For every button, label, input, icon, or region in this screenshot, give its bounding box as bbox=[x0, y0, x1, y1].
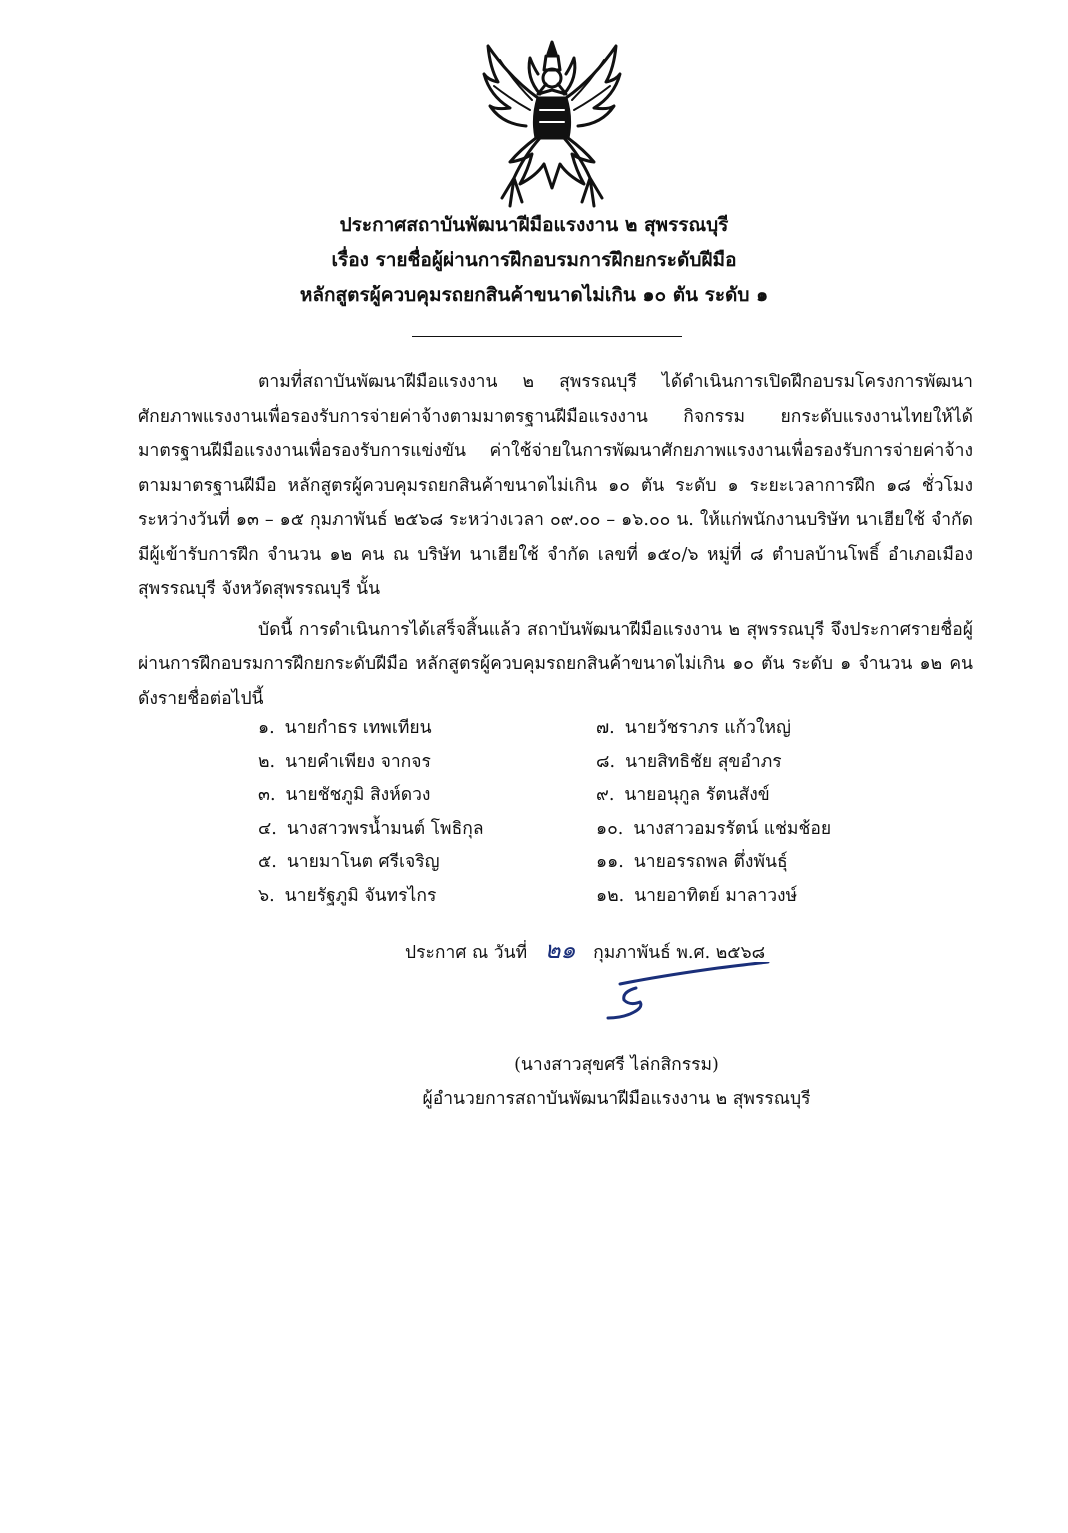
list-item-number: ๗. bbox=[596, 718, 615, 738]
list-item-name: นางสาวอมรรัตน์ แช่มช้อย bbox=[633, 818, 832, 839]
list-item-name: นายสิทธิชัย สุขอำภร bbox=[625, 751, 782, 772]
list-item bbox=[258, 813, 484, 847]
list-item-number: ๑๐. bbox=[596, 818, 624, 839]
list-item bbox=[596, 846, 831, 880]
list-item-name: นายกำธร เทพเทียน bbox=[284, 718, 432, 738]
list-item-number: ๑. bbox=[258, 718, 275, 738]
paragraph-1-text: ตามที่สถาบันพัฒนาฝีมือแรงงาน ๒ สุพรรณบุรี ได้ดำเนินการเปิดฝึกอบรมโครงการพัฒนาศักยภาพแรงงานเพื่อรองรับการจ่ายค่าจ้างตามมาตรฐานฝีมือแรงงาน กิจกรรม ยกระดับแรงงานไทยให้ได้มาตรฐานฝีมือแรงงานเพื่อรองรับการแข่งขัน ค่าใช้จ่ายในการพัฒนาศักยภาพแรงงานเพื่อรองรับการจ่ายค่าจ้างตามมาตรฐานฝีมือ หลักสูตรผู้ควบคุมรถยกสินค้าขนาดไม่เกิน ๑๐ ตัน ระดับ ๑ ระยะเวลาการฝึก ๑๘ ชั่วโมง ระหว่างวันที่ ๑๓ – ๑๕ กุมภาพันธ์ ๒๕๖๘ ระหว่างเวลา ๐๙.๐๐ – ๑๖.๐๐ น. ให้แก่พนักงานบริษัท นาเฮียใช้ จำกัด มีผู้เข้ารับการฝึก จำนวน ๑๒ คน ณ บริษัท นาเฮียใช้ จำกัด เลขที่ ๑๕๐/๖ หมู่ที่ ๘ ตำบลบ้านโพธิ์ อำเภอเมืองสุพรรณบุรี จังหวัดสุพรรณบุรี นั้น bbox=[138, 372, 973, 599]
header-title: ประกาศสถาบันพัฒนาฝีมือแรงงาน ๒ สุพรรณบุรี bbox=[339, 214, 729, 236]
list-item bbox=[258, 846, 484, 880]
list-item-number: ๒. bbox=[258, 751, 276, 772]
signer-name: (นางสาวสุขศรี ไล่กสิกรรม) bbox=[514, 1055, 719, 1075]
list-item bbox=[596, 779, 831, 813]
list-item-number: ๘. bbox=[596, 751, 616, 772]
trainee-list-left bbox=[258, 712, 484, 913]
signature-icon bbox=[600, 962, 780, 1032]
body-paragraph-1 bbox=[138, 365, 973, 607]
announcement-body bbox=[138, 365, 973, 716]
list-item-name: นายอรรถพล ตึ่งพันธุ์ bbox=[633, 852, 788, 872]
list-item bbox=[258, 746, 484, 780]
date-prefix: ประกาศ ณ วันที่ bbox=[405, 943, 528, 963]
list-item-name: นายรัฐภูมิ จันทรไกร bbox=[284, 885, 437, 906]
list-item-name: นายวัชราภร แก้วใหญ่ bbox=[624, 718, 791, 738]
paragraph-2-text: บัดนี้ การดำเนินการได้เสร็จสิ้นแล้ว สถาบันพัฒนาฝีมือแรงงาน ๒ สุพรรณบุรี จึงประกาศรายชื่อผู้ผ่านการฝึกอบรมการฝึกยกระดับฝีมือ หลักสูตรผู้ควบคุมรถยกสินค้าขนาดไม่เกิน ๑๐ ตัน ระดับ ๑ จำนวน ๑๒ คน ดังรายชื่อต่อไปนี้ bbox=[138, 619, 973, 709]
header-course: หลักสูตรผู้ควบคุมรถยกสินค้าขนาดไม่เกิน ๑๐ ตัน ระดับ ๑ bbox=[299, 284, 769, 306]
list-item bbox=[596, 813, 831, 847]
list-item bbox=[596, 746, 831, 780]
list-item-number: ๓. bbox=[258, 785, 276, 805]
date-suffix: กุมภาพันธ์ พ.ศ. ๒๕๖๘ bbox=[593, 943, 766, 963]
list-item-number: ๕. bbox=[258, 852, 277, 872]
announcement-header bbox=[0, 208, 1068, 313]
list-item-name: นายอนุกูล รัตนสังข์ bbox=[624, 785, 770, 805]
header-divider bbox=[412, 336, 682, 337]
list-item-number: ๙. bbox=[596, 785, 615, 805]
list-item-name: นายอาทิตย์ มาลาวงษ์ bbox=[634, 885, 798, 906]
signer-title: ผู้อำนวยการสถาบันพัฒนาฝีมือแรงงาน ๒ สุพรรณบุรี bbox=[422, 1089, 811, 1109]
garuda-emblem-icon bbox=[480, 38, 625, 213]
list-item bbox=[258, 880, 484, 914]
list-item-name: นางสาวพรน้ำมนต์ โพธิกุล bbox=[286, 818, 484, 839]
list-item bbox=[596, 880, 831, 914]
list-item-number: ๑๒. bbox=[596, 885, 625, 906]
list-item bbox=[258, 779, 484, 813]
list-item-number: ๑๑. bbox=[596, 852, 624, 872]
list-item-number: ๔. bbox=[258, 818, 277, 839]
list-item-name: นายมาโนต ศรีเจริญ bbox=[286, 852, 440, 872]
list-item-number: ๖. bbox=[258, 885, 275, 906]
list-item-name: นายคำเพียง จากจร bbox=[285, 751, 431, 772]
list-item-name: นายชัชภูมิ สิงห์ดวง bbox=[285, 785, 431, 805]
list-item bbox=[258, 712, 484, 746]
header-subject: เรื่อง รายชื่อผู้ผ่านการฝึกอบรมการฝึกยกระดับฝีมือ bbox=[331, 249, 737, 271]
handwritten-day: ๒๑ bbox=[544, 936, 576, 964]
trainee-list-right bbox=[596, 712, 831, 913]
list-item bbox=[596, 712, 831, 746]
body-paragraph-2 bbox=[138, 613, 973, 717]
